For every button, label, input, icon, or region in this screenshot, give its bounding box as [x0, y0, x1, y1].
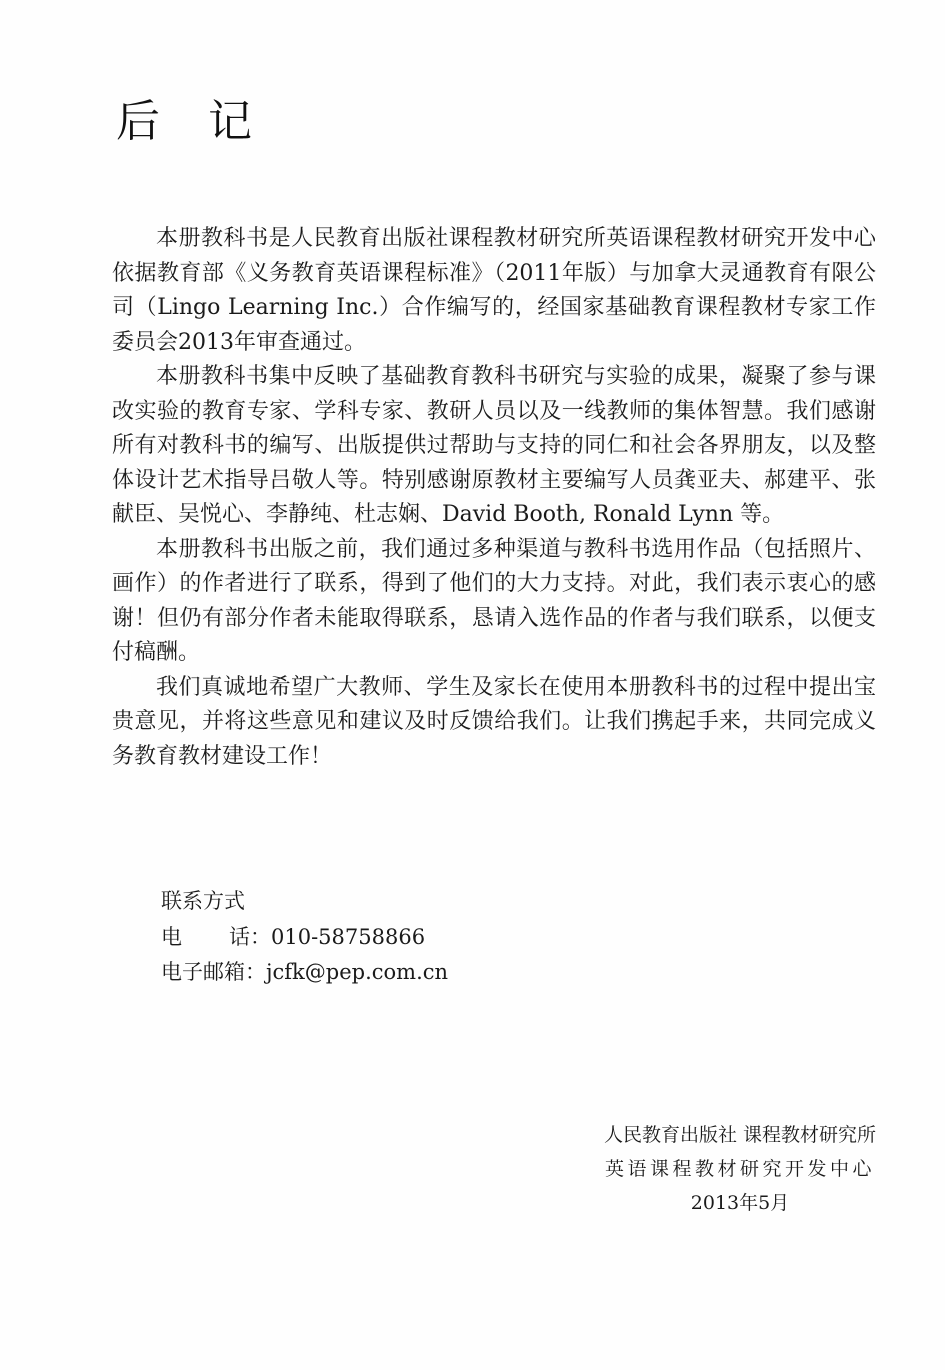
contact-phone-row: [161, 920, 448, 956]
title-char-2: 记: [208, 96, 252, 147]
contact-heading: 联系方式: [161, 889, 245, 913]
paragraph-1: 本册教科书是人民教育出版社课程教材研究所英语课程教材研究开发中心依据教育部《义务教育英语课程标准》（2011年版）与加拿大灵通教育有限公司（Lingo Learning Inc.）合作编写的，经国家基础教育课程教材专家工作委员会2013年审查通过。: [112, 226, 876, 355]
signature-line-2: 英语课程教材研究开发中心: [604, 1158, 875, 1180]
email-label: 电子邮箱：: [161, 960, 266, 984]
paragraph-3: 本册教科书出版之前，我们通过多种渠道与教科书选用作品（包括照片、画作）的作者进行了联系，得到了他们的大力支持。对此，我们表示衷心的感谢！但仍有部分作者未能取得联系，恳请入选作品的作者与我们联系，以便支付稿酬。: [112, 536, 876, 665]
afterword-body: [112, 222, 876, 774]
page-title: [116, 92, 252, 152]
paragraph-2: 本册教科书集中反映了基础教育教科书研究与实验的成果，凝聚了参与课改实验的教育专家、学科专家、教研人员以及一线教师的集体智慧。我们感谢所有对教科书的编写、出版提供过帮助与支持的同仁和社会各界朋友，以及整体设计艺术指导吕敬人等。特别感谢原教材主要编写人员龚亚夫、郝建平、张献臣、吴悦心、李静纯、杜志娴、David Booth, Ronald Lynn 等。: [112, 364, 876, 527]
contact-block: [161, 884, 448, 991]
paragraph-4: 我们真诚地希望广大教师、学生及家长在使用本册教科书的过程中提出宝贵意见，并将这些意见和建议及时反馈给我们。让我们携起手来，共同完成义务教育教材建设工作！: [112, 674, 876, 769]
signature-date: 2013年5月: [690, 1192, 790, 1214]
contact-email-row: [161, 955, 448, 991]
title-char-1: 后: [116, 96, 160, 147]
email-address: jcfk@pep.com.cn: [266, 960, 449, 984]
phone-label-part1: 电: [161, 924, 182, 949]
signature-block: [590, 1118, 890, 1220]
phone-number: 010-58758866: [271, 924, 426, 949]
signature-line-1: 人民教育出版社 课程教材研究所: [603, 1124, 877, 1146]
phone-label-part2: 话：: [229, 924, 271, 949]
